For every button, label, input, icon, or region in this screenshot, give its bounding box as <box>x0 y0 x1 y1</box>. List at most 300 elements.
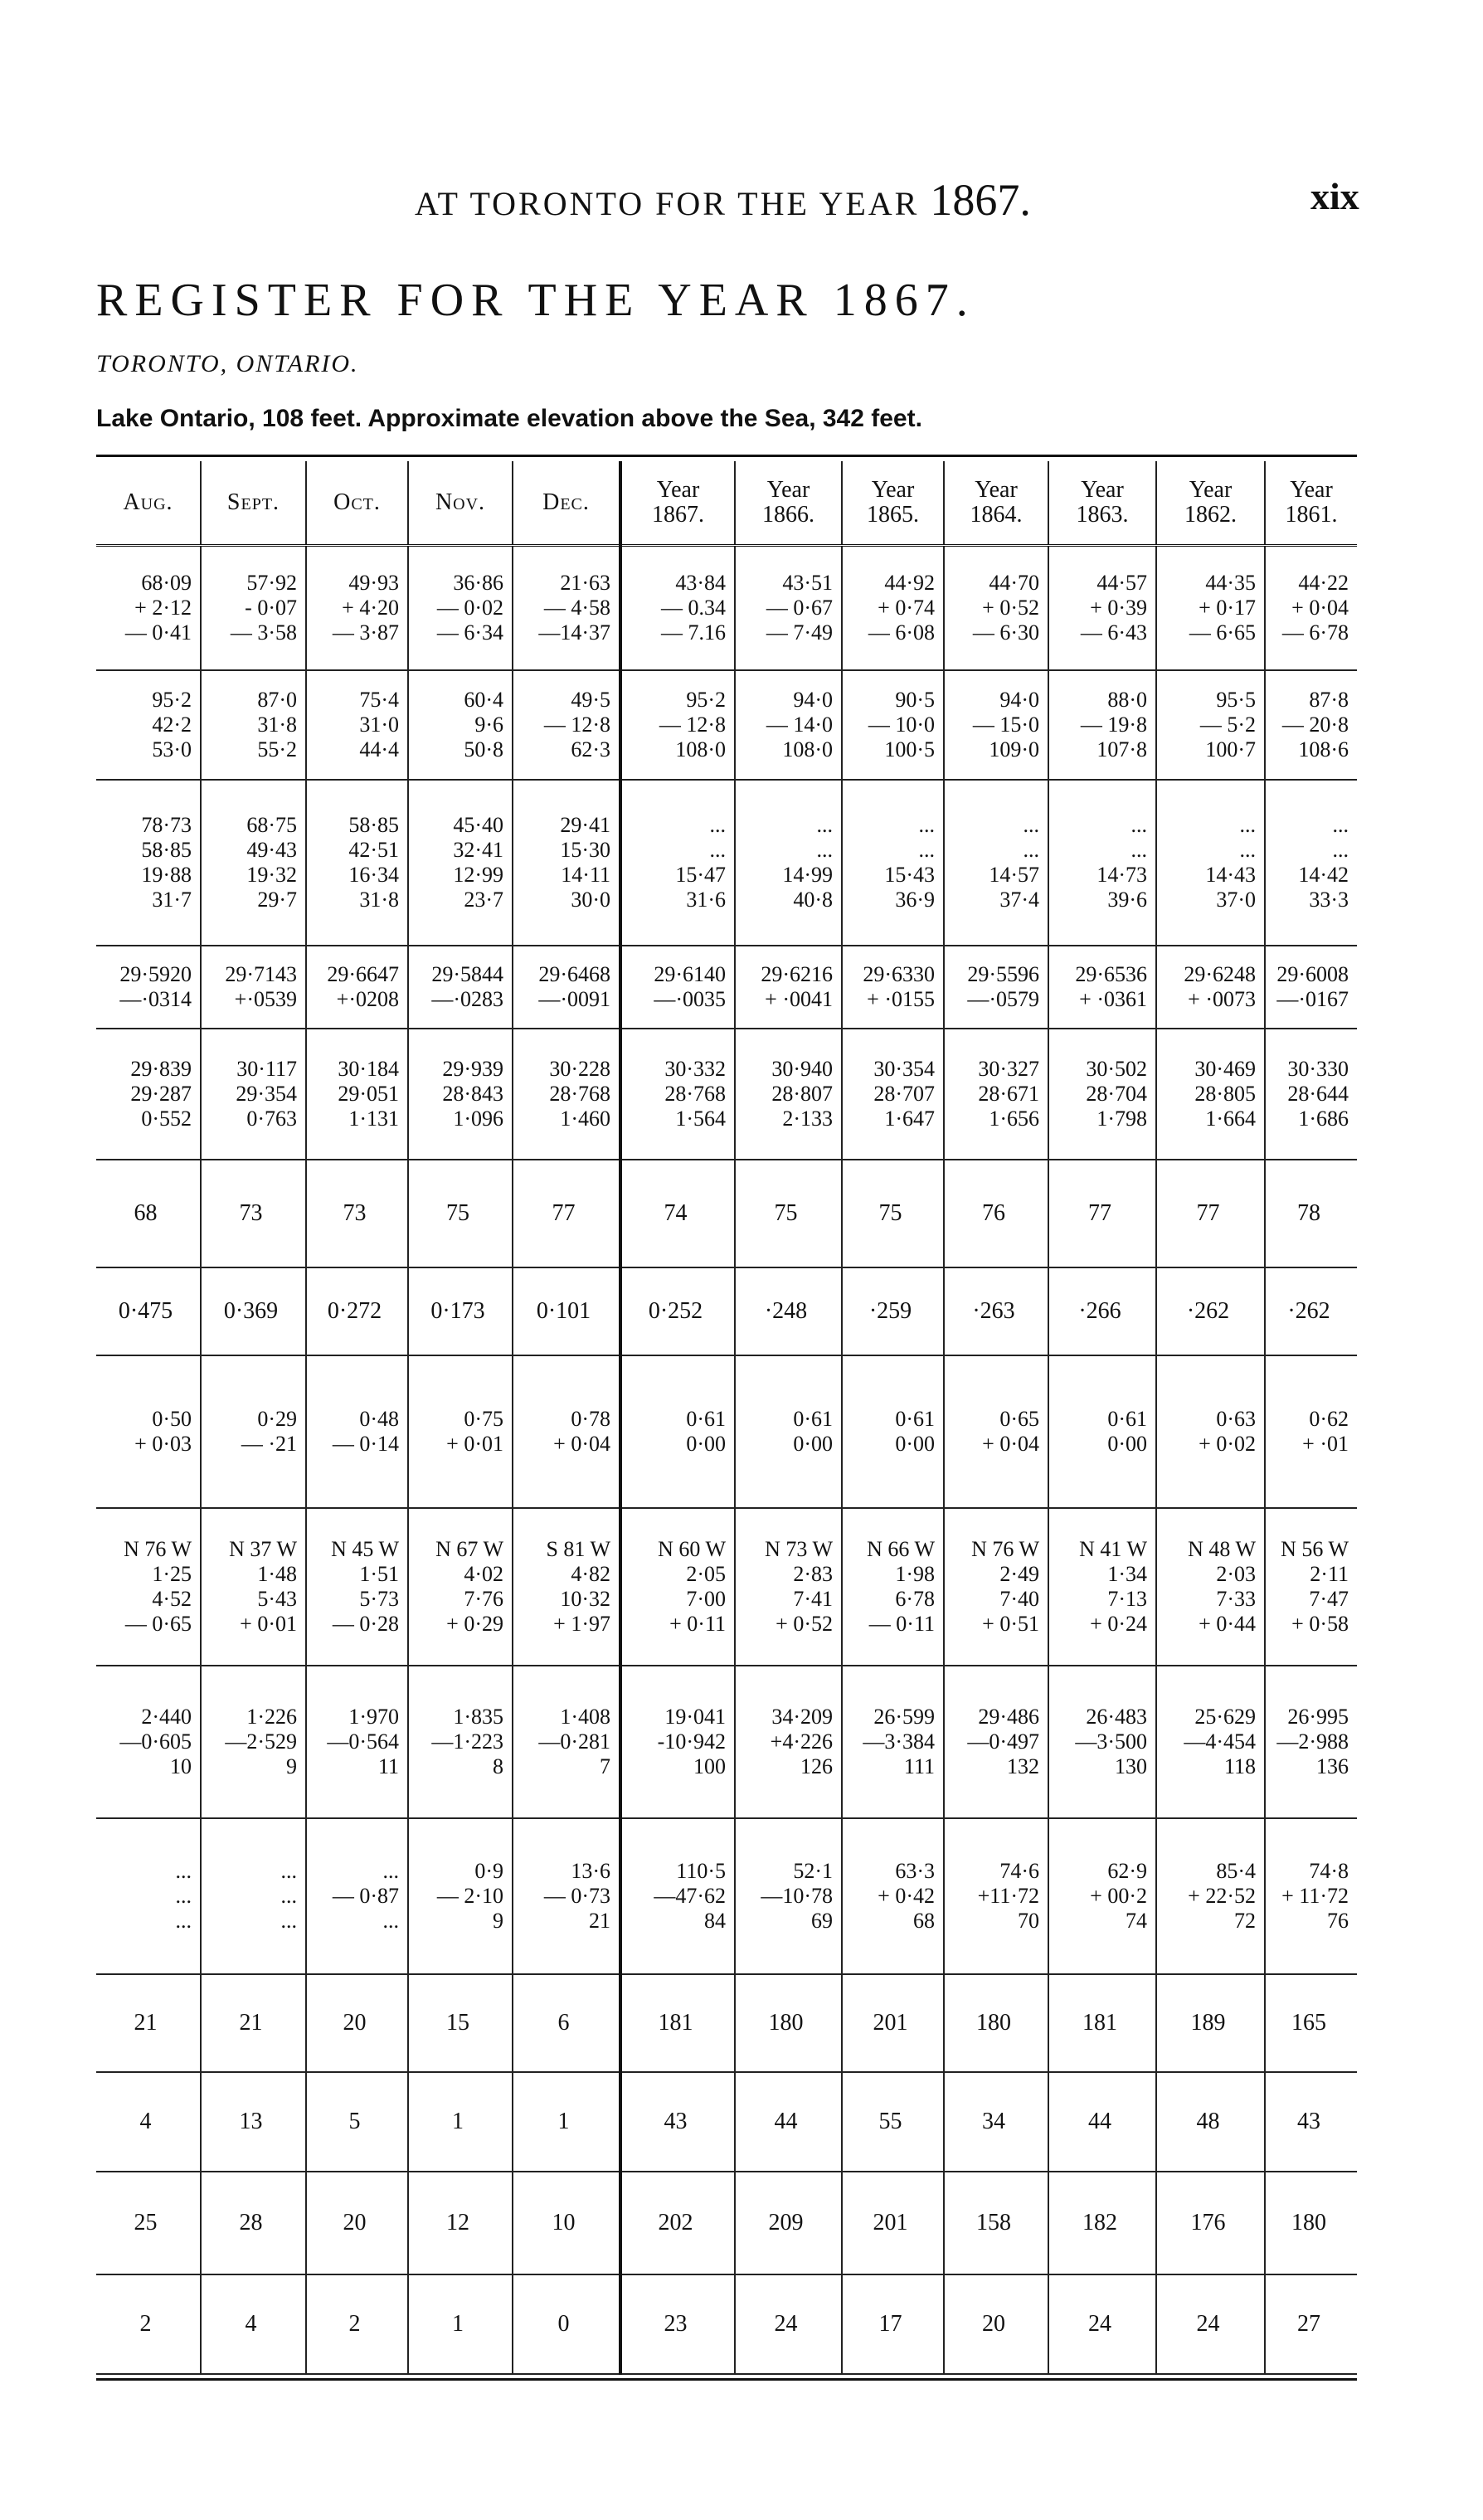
cell-value: 1 <box>557 2108 570 2134</box>
cell-value: ... <box>1130 812 1147 837</box>
cell-value: + 0·52 <box>776 1611 833 1636</box>
table-cell <box>842 1818 944 1974</box>
cell-value: 31·8 <box>359 887 399 912</box>
cell-value: 0·763 <box>246 1106 297 1131</box>
cell-value: 19·041 <box>664 1704 726 1729</box>
cell-value: 24 <box>774 2310 798 2337</box>
table-cell <box>842 1355 944 1508</box>
cell-value: 109·0 <box>989 737 1039 761</box>
table-cell <box>944 1508 1048 1666</box>
table-cell <box>842 1029 944 1160</box>
cell-value: N 76 W <box>124 1536 192 1561</box>
cell-value: 29·287 <box>130 1081 192 1106</box>
table-cell <box>1265 2172 1357 2274</box>
cell-value: 33·3 <box>1309 887 1349 912</box>
cell-value: 0·78 <box>571 1406 610 1431</box>
cell-value: 108·6 <box>1298 737 1349 761</box>
cell-value: 44 <box>1088 2108 1111 2134</box>
table-cell <box>1156 1355 1265 1508</box>
column-header-label: Year <box>1081 477 1124 503</box>
table-cell <box>620 546 735 670</box>
cell-value: ... <box>1239 837 1256 862</box>
cell-value: -10·942 <box>657 1729 726 1754</box>
table-cell <box>201 1974 306 2072</box>
cell-value: 1·460 <box>560 1106 610 1131</box>
cell-value: — 10·0 <box>868 712 935 737</box>
cell-value: 31·0 <box>359 712 399 737</box>
cell-value: ... <box>816 837 833 862</box>
cell-value: N 67 W <box>435 1536 503 1561</box>
cell-value: 12 <box>446 2209 469 2235</box>
register-title: REGISTER FOR THE YEAR 1867. <box>96 275 975 326</box>
cell-value: 2 <box>348 2310 361 2337</box>
table-cell <box>513 1818 620 1974</box>
cell-value: 130 <box>1115 1754 1147 1778</box>
cell-value: 76 <box>1327 1908 1349 1933</box>
table-row <box>96 1355 1357 1508</box>
cell-value: 1·970 <box>348 1704 399 1729</box>
cell-value: 118 <box>1223 1754 1256 1778</box>
cell-value: 7·76 <box>464 1586 503 1611</box>
cell-value: 5·43 <box>257 1586 297 1611</box>
cell-value: 26·483 <box>1086 1704 1147 1729</box>
cell-value: 9 <box>286 1754 297 1778</box>
cell-value: 29·6008 <box>1276 961 1349 986</box>
cell-value: 7·41 <box>793 1586 833 1611</box>
cell-value: 7·13 <box>1107 1586 1147 1611</box>
table-cell <box>306 546 408 670</box>
cell-value: 180 <box>1291 2209 1326 2235</box>
cell-value: 0·9 <box>474 1858 503 1883</box>
table-cell <box>1265 2072 1357 2172</box>
table-cell <box>1265 1508 1357 1666</box>
table-cell <box>408 946 513 1029</box>
column-header <box>735 461 842 546</box>
cell-value: 76 <box>982 1199 1005 1226</box>
table-cell <box>620 2072 735 2172</box>
cell-value: N 60 W <box>658 1536 726 1561</box>
table-cell <box>735 2172 842 2274</box>
cell-value: 37·4 <box>999 887 1039 912</box>
cell-value: 201 <box>873 2009 908 2036</box>
cell-value: 1 <box>452 2108 464 2134</box>
cell-value: 8 <box>493 1754 503 1778</box>
table-cell <box>1048 2172 1156 2274</box>
cell-value: 30·332 <box>664 1056 726 1081</box>
table-cell <box>1265 1818 1357 1974</box>
bottom-rule <box>96 2378 1357 2381</box>
cell-value: + ·0073 <box>1188 986 1256 1011</box>
cell-value: 21 <box>134 2009 158 2036</box>
cell-value: 13·6 <box>571 1858 610 1883</box>
table-cell <box>944 1666 1048 1818</box>
cell-value: 136 <box>1316 1754 1349 1778</box>
cell-value: 94·0 <box>793 687 833 712</box>
cell-value: 75 <box>878 1199 902 1226</box>
cell-value: — 0·02 <box>436 595 503 620</box>
cell-value: — 6·65 <box>1189 620 1256 645</box>
table-cell <box>735 1508 842 1666</box>
table-cell <box>842 1508 944 1666</box>
column-header-label: Year <box>975 477 1018 503</box>
table-cell <box>620 1818 735 1974</box>
table-cell <box>96 2172 201 2274</box>
cell-value: 0·48 <box>359 1406 399 1431</box>
cell-value: + 0·39 <box>1090 595 1147 620</box>
cell-value: 5·73 <box>359 1586 399 1611</box>
table-cell <box>1265 546 1357 670</box>
cell-value: ... <box>280 1908 297 1933</box>
table-cell <box>408 1029 513 1160</box>
table-cell <box>306 1267 408 1355</box>
cell-value: 10 <box>552 2209 576 2235</box>
cell-value: 78·73 <box>141 812 192 837</box>
cell-value: 0·61 <box>686 1406 726 1431</box>
table-cell <box>1265 670 1357 780</box>
cell-value: 189 <box>1190 2009 1226 2036</box>
cell-value: + 2·12 <box>134 595 192 620</box>
table-cell <box>513 1029 620 1160</box>
cell-value: 72 <box>1234 1908 1256 1933</box>
table-cell <box>306 946 408 1029</box>
cell-value: — 0·65 <box>124 1611 192 1636</box>
cell-value: ·262 <box>1186 1297 1230 1324</box>
cell-value: —·0167 <box>1276 986 1349 1011</box>
table-cell <box>96 670 201 780</box>
cell-value: 180 <box>976 2009 1011 2036</box>
cell-value: 43 <box>1297 2108 1320 2134</box>
cell-value: 29·354 <box>236 1081 297 1106</box>
cell-value: 73 <box>239 1199 263 1226</box>
cell-value: 42·2 <box>152 712 192 737</box>
cell-value: 21 <box>589 1908 610 1933</box>
table-cell <box>513 2172 620 2274</box>
table-row <box>96 1818 1357 1974</box>
cell-value: 23·7 <box>464 887 503 912</box>
cell-value: 29·6330 <box>863 961 935 986</box>
cell-value: 58·85 <box>141 837 192 862</box>
cell-value: + 1·97 <box>553 1611 610 1636</box>
cell-value: 29·5844 <box>431 961 503 986</box>
cell-value: 78 <box>1297 1199 1320 1226</box>
cell-value: — 3·58 <box>230 620 297 645</box>
table-cell <box>1156 1974 1265 2072</box>
cell-value: 126 <box>800 1754 833 1778</box>
cell-value: ... <box>1332 812 1349 837</box>
cell-value: 4·02 <box>464 1561 503 1586</box>
cell-value: ·259 <box>868 1297 912 1324</box>
cell-value: + 0·52 <box>982 595 1039 620</box>
cell-value: ... <box>1023 837 1039 862</box>
cell-value: 44·4 <box>359 737 399 761</box>
table-row <box>96 1666 1357 1818</box>
cell-value: 68 <box>134 1199 158 1226</box>
table-cell <box>735 1267 842 1355</box>
table-cell <box>944 546 1048 670</box>
cell-value: 10 <box>170 1754 192 1778</box>
cell-value: 34·209 <box>771 1704 833 1729</box>
cell-value: 28·644 <box>1287 1081 1349 1106</box>
table-cell <box>408 670 513 780</box>
cell-value: 84 <box>704 1908 726 1933</box>
cell-value: ... <box>1130 837 1147 862</box>
cell-value: 111 <box>903 1754 935 1778</box>
column-header-label: 1862. <box>1184 502 1237 528</box>
table-cell <box>96 2274 201 2374</box>
cell-value: 4 <box>139 2108 152 2134</box>
cell-value: 0·101 <box>536 1297 591 1324</box>
cell-value: N 45 W <box>331 1536 399 1561</box>
cell-value: 68·75 <box>246 812 297 837</box>
cell-value: 0·00 <box>1107 1431 1147 1456</box>
cell-value: 7·40 <box>999 1586 1039 1611</box>
table-cell <box>513 1267 620 1355</box>
cell-value: 0·61 <box>793 1406 833 1431</box>
table-cell <box>408 1974 513 2072</box>
table-body <box>96 546 1357 2374</box>
table-cell <box>201 1160 306 1267</box>
cell-value: + ·0361 <box>1079 986 1147 1011</box>
cell-value: 0·62 <box>1309 1406 1349 1431</box>
cell-value: 14·99 <box>782 862 833 887</box>
table-cell <box>735 1355 842 1508</box>
cell-value: 6·78 <box>895 1586 935 1611</box>
cell-value: ... <box>816 812 833 837</box>
cell-value: 107·8 <box>1096 737 1147 761</box>
table-row <box>96 946 1357 1029</box>
cell-value: — 7.16 <box>661 620 726 645</box>
cell-value: 53·0 <box>152 737 192 761</box>
table-cell <box>306 1974 408 2072</box>
table-cell <box>842 670 944 780</box>
cell-value: —3·500 <box>1075 1729 1147 1754</box>
table-cell <box>1156 1267 1265 1355</box>
cell-value: 21·63 <box>560 570 610 595</box>
table-cell <box>513 1508 620 1666</box>
cell-value: 85·4 <box>1216 1858 1256 1883</box>
cell-value: + 0·04 <box>1291 595 1349 620</box>
cell-value: 11 <box>377 1754 399 1778</box>
column-header-label: Year <box>871 477 915 503</box>
cell-value: + 0·29 <box>446 1611 503 1636</box>
cell-value: 52·1 <box>793 1858 833 1883</box>
table-cell <box>201 670 306 780</box>
cell-value: 0·63 <box>1216 1406 1256 1431</box>
cell-value: 43·51 <box>782 570 833 595</box>
table-cell <box>408 1267 513 1355</box>
table-cell <box>735 1974 842 2072</box>
cell-value: 4 <box>245 2310 257 2337</box>
table-cell <box>1156 2072 1265 2172</box>
cell-value: 68·09 <box>141 570 192 595</box>
cell-value: — 6·78 <box>1281 620 1349 645</box>
cell-value: 0·29 <box>257 1406 297 1431</box>
table-cell <box>306 1666 408 1818</box>
cell-value: S 81 W <box>546 1536 610 1561</box>
cell-value: 1·51 <box>359 1561 399 1586</box>
cell-value: 21 <box>239 2009 263 2036</box>
header-row <box>96 461 1357 546</box>
column-header <box>944 461 1048 546</box>
table-cell <box>1156 780 1265 946</box>
cell-value: 74·8 <box>1309 1858 1349 1883</box>
cell-value: 90·5 <box>895 687 935 712</box>
cell-value: 1·34 <box>1107 1561 1147 1586</box>
table-cell <box>735 2274 842 2374</box>
cell-value: ... <box>382 1858 399 1883</box>
table-cell <box>201 1355 306 1508</box>
cell-value: ·248 <box>764 1297 808 1324</box>
cell-value: 5 <box>348 2108 361 2134</box>
table-cell <box>201 1029 306 1160</box>
cell-value: —10·78 <box>761 1883 833 1908</box>
cell-value: 2·03 <box>1216 1561 1256 1586</box>
cell-value: N 73 W <box>765 1536 833 1561</box>
cell-value: — 3·87 <box>332 620 399 645</box>
column-header <box>1156 461 1265 546</box>
cell-value: ·262 <box>1287 1297 1330 1324</box>
cell-value: 44 <box>774 2108 798 2134</box>
column-header-label: Oct. <box>333 489 381 515</box>
table-cell <box>201 1508 306 1666</box>
cell-value: — 7·49 <box>766 620 833 645</box>
table-cell <box>1156 1818 1265 1974</box>
table-cell <box>306 2072 408 2172</box>
table-cell <box>620 780 735 946</box>
cell-value: 29·7 <box>257 887 297 912</box>
cell-value: —0·605 <box>119 1729 192 1754</box>
cell-value: N 37 W <box>229 1536 297 1561</box>
cell-value: — 0·28 <box>332 1611 399 1636</box>
cell-value: 29·5596 <box>967 961 1039 986</box>
table-cell <box>1048 1267 1156 1355</box>
column-header <box>513 461 620 546</box>
cell-value: 62·9 <box>1107 1858 1147 1883</box>
table-cell <box>306 1160 408 1267</box>
cell-value: 31·8 <box>257 712 297 737</box>
table-cell <box>96 1029 201 1160</box>
cell-value: ... <box>918 812 935 837</box>
table-cell <box>201 780 306 946</box>
cell-value: 1 <box>452 2310 464 2337</box>
cell-value: 2·440 <box>141 1704 192 1729</box>
cell-value: —·0579 <box>967 986 1039 1011</box>
cell-value: 28·707 <box>873 1081 935 1106</box>
cell-value: — 0·14 <box>332 1431 399 1456</box>
cell-value: 1·647 <box>884 1106 935 1131</box>
cell-value: + 0·04 <box>982 1431 1039 1456</box>
cell-value: + 0·01 <box>240 1611 297 1636</box>
cell-value: 1·835 <box>453 1704 503 1729</box>
cell-value: 15·30 <box>560 837 610 862</box>
table-cell <box>944 1355 1048 1508</box>
cell-value: 29·6248 <box>1184 961 1256 986</box>
table-cell <box>1265 1029 1357 1160</box>
cell-value: 45·40 <box>453 812 503 837</box>
table-cell <box>1048 1160 1156 1267</box>
cell-value: 30·117 <box>236 1056 297 1081</box>
table-row <box>96 2274 1357 2374</box>
table-cell <box>1048 1974 1156 2072</box>
location-subtitle: TORONTO, ONTARIO. <box>96 350 359 377</box>
table-cell <box>620 1029 735 1160</box>
cell-value: 24 <box>1088 2310 1111 2337</box>
cell-value: N 76 W <box>971 1536 1039 1561</box>
cell-value: 88·0 <box>1107 687 1147 712</box>
cell-value: 0·00 <box>686 1431 726 1456</box>
cell-value: 2·49 <box>999 1561 1039 1586</box>
cell-value: 108·0 <box>782 737 833 761</box>
cell-value: —·0283 <box>431 986 503 1011</box>
cell-value: 43·84 <box>675 570 726 595</box>
cell-value: 0·475 <box>118 1297 173 1324</box>
cell-value: - 0·07 <box>245 595 297 620</box>
cell-value: 69 <box>811 1908 833 1933</box>
table-cell <box>842 780 944 946</box>
cell-value: 1·096 <box>453 1106 503 1131</box>
table-cell <box>408 1818 513 1974</box>
table-cell <box>513 1160 620 1267</box>
cell-value: 63·3 <box>895 1858 935 1883</box>
cell-value: 95·2 <box>152 687 192 712</box>
table-cell <box>944 2072 1048 2172</box>
table-cell <box>1156 670 1265 780</box>
cell-value: + 0·42 <box>878 1883 935 1908</box>
cell-value: 95·2 <box>686 687 726 712</box>
table-cell <box>620 1974 735 2072</box>
table-cell <box>201 946 306 1029</box>
cell-value: 57·92 <box>246 570 297 595</box>
table-cell <box>513 1666 620 1818</box>
table-cell <box>735 1666 842 1818</box>
cell-value: 20 <box>343 2209 367 2235</box>
cell-value: ... <box>175 1908 192 1933</box>
table-cell <box>1156 1508 1265 1666</box>
column-header-label: Sept. <box>226 489 280 515</box>
cell-value: ·263 <box>972 1297 1015 1324</box>
cell-value: 28·704 <box>1086 1081 1147 1106</box>
cell-value: 29·939 <box>442 1056 503 1081</box>
cell-value: 29·6647 <box>327 961 399 986</box>
cell-value: + ·0041 <box>765 986 833 1011</box>
table-cell <box>620 1355 735 1508</box>
column-header-label: Dec. <box>542 489 590 515</box>
cell-value: 180 <box>768 2009 804 2036</box>
cell-value: 29·6468 <box>538 961 610 986</box>
table-row <box>96 1974 1357 2072</box>
column-header-label: Nov. <box>435 489 486 515</box>
cell-value: 0·50 <box>152 1406 192 1431</box>
cell-value: —1·223 <box>431 1729 503 1754</box>
table-cell <box>620 670 735 780</box>
cell-value: 176 <box>1190 2209 1226 2235</box>
cell-value: 14·11 <box>561 862 610 887</box>
cell-value: 1·408 <box>560 1704 610 1729</box>
table-cell <box>620 1508 735 1666</box>
cell-value: 1·226 <box>246 1704 297 1729</box>
cell-value: ... <box>1332 837 1349 862</box>
cell-value: + 0·02 <box>1199 1431 1256 1456</box>
cell-value: ... <box>175 1883 192 1908</box>
table-cell <box>306 1029 408 1160</box>
table-cell <box>735 1818 842 1974</box>
cell-value: —47·62 <box>654 1883 726 1908</box>
column-header <box>96 461 201 546</box>
cell-value: —3·384 <box>863 1729 935 1754</box>
cell-value: —0·497 <box>967 1729 1039 1754</box>
cell-value: 70 <box>1018 1908 1039 1933</box>
cell-value: — 0·73 <box>543 1883 610 1908</box>
